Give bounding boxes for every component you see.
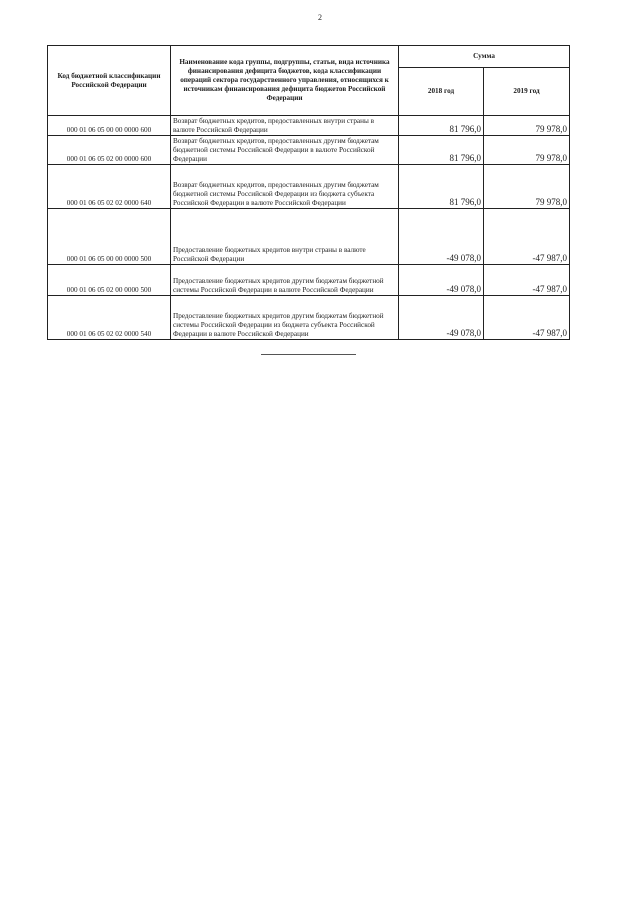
page-number: 2 <box>318 13 322 22</box>
row-value-2018: -49 078,0 <box>399 296 484 340</box>
row-value-2019: 79 978,0 <box>484 116 570 136</box>
end-divider <box>261 354 356 355</box>
row-value-2019: 79 978,0 <box>484 165 570 209</box>
row-value-2019: -47 987,0 <box>484 296 570 340</box>
table-row <box>48 296 570 340</box>
header-row-top <box>48 46 570 68</box>
table-row <box>48 136 570 165</box>
budget-sources-table <box>47 45 570 340</box>
row-name: Возврат бюджетных кредитов, предоставленных другим бюджетам бюджетной системы Российской Федерации в валюте Российской Федерации <box>171 136 399 165</box>
row-code: 000 01 06 05 02 00 0000 500 <box>48 265 171 296</box>
row-value-2019: 79 978,0 <box>484 136 570 165</box>
row-name: Предоставление бюджетных кредитов другим бюджетам бюджетной системы Российской Федерации из бюджета субъекта Российской Федерации в валюте Российской Федерации <box>171 296 399 340</box>
header-sum: Сумма <box>399 46 570 68</box>
row-value-2018: -49 078,0 <box>399 209 484 265</box>
row-value-2018: 81 796,0 <box>399 165 484 209</box>
row-code: 000 01 06 05 02 02 0000 640 <box>48 165 171 209</box>
header-name: Наименование кода группы, подгруппы, статьи, вида источника финансирования дефицита бюджетов, кода классификации операций сектора государственного управления, относящихся к источникам финансирования дефицита бюджетов Российской Федерации <box>171 46 399 116</box>
table-row <box>48 165 570 209</box>
row-name: Возврат бюджетных кредитов, предоставленных внутри страны в валюте Российской Федерации <box>171 116 399 136</box>
header-code: Код бюджетной классификации Российской Федерации <box>48 46 171 116</box>
row-name: Предоставление бюджетных кредитов другим бюджетам бюджетной системы Российской Федерации в валюте Российской Федерации <box>171 265 399 296</box>
row-code: 000 01 06 05 00 00 0000 500 <box>48 209 171 265</box>
row-value-2018: 81 796,0 <box>399 116 484 136</box>
row-value-2018: 81 796,0 <box>399 136 484 165</box>
row-code: 000 01 06 05 00 00 0000 600 <box>48 116 171 136</box>
table-row <box>48 209 570 265</box>
row-name: Возврат бюджетных кредитов, предоставленных другим бюджетам бюджетной системы Российской Федерации из бюджета субъекта Российской Федерации в валюте Российской Федерации <box>171 165 399 209</box>
row-code: 000 01 06 05 02 02 0000 540 <box>48 296 171 340</box>
row-value-2019: -47 987,0 <box>484 265 570 296</box>
row-code: 000 01 06 05 02 00 0000 600 <box>48 136 171 165</box>
table-row <box>48 116 570 136</box>
row-name: Предоставление бюджетных кредитов внутри страны в валюте Российской Федерации <box>171 209 399 265</box>
header-year-2019: 2019 год <box>484 68 570 116</box>
header-year-2018: 2018 год <box>399 68 484 116</box>
row-value-2019: -47 987,0 <box>484 209 570 265</box>
row-value-2018: -49 078,0 <box>399 265 484 296</box>
table-row <box>48 265 570 296</box>
